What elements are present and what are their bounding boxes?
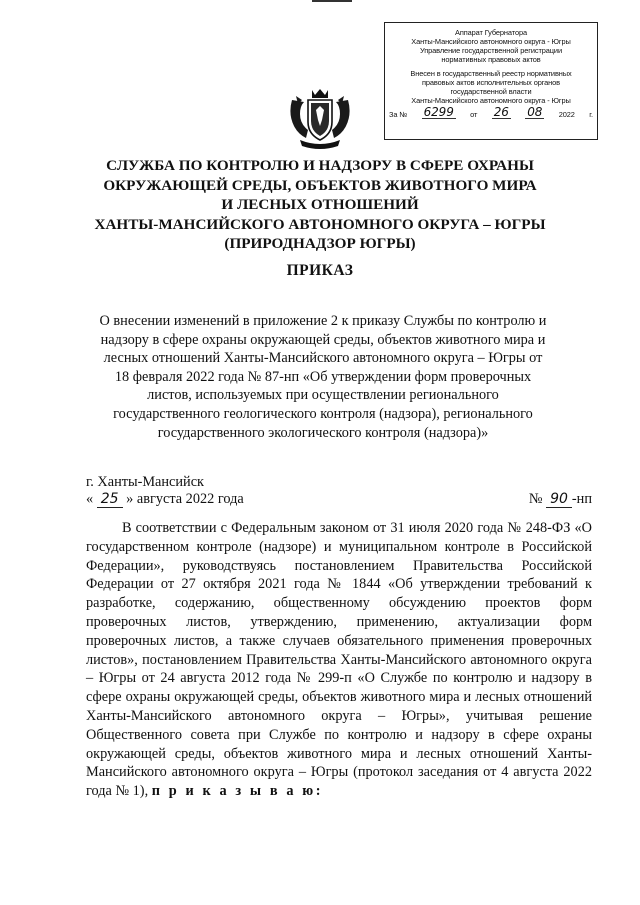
document-place: г. Ханты-Мансийск	[86, 474, 204, 490]
subject-line: надзору в сфере охраны окружающей среды, объектов животного мира и	[100, 331, 546, 348]
document-body	[86, 519, 592, 801]
org-line: (ПРИРОДНАДЗОР ЮГРЫ)	[224, 235, 416, 252]
registration-stamp	[384, 22, 598, 140]
subject-line: 18 февраля 2022 года № 87-нп «Об утверждении форм проверочных	[114, 368, 532, 385]
stamp-line: Аппарат Губернатора	[455, 28, 527, 37]
reg-day: 26	[493, 105, 509, 119]
subject-line: листов, используемых при осуществлении регионального	[147, 387, 499, 404]
scan-mark	[312, 0, 352, 2]
stamp-line: государственной власти	[450, 87, 532, 96]
date-rest: августа 2022 года	[136, 491, 244, 507]
date-close-quote: »	[126, 491, 134, 507]
org-line: ХАНТЫ-МАНСИЙСКОГО АВТОНОМНОГО ОКРУГА – ЮГРЫ	[94, 215, 546, 233]
subject-line: государственного экологического контроля (надзора)»	[157, 424, 489, 441]
body-text: В соответствии с Федеральным законом от 31 июля 2020 года № 248-ФЗ «О государственном контроле (надзоре) и муниципальном контроле в Российской Федерации», руководствуясь постановлением Правительства Российской Федерации от 27 октября 2021 года № 1844 «Об утверждении требований к разработке, содержанию, общественному обсуждению проектов форм проверочных листов, утверждению, применению, актуализации форм проверочных листов, а также случаев обязательного применения проверочных листов», постановлением Правительства Ханты-Мансийского автономного округа – Югры от 24 августа 2012 года № 299-п «О Службе по контролю и надзору в сфере охраны окружающей среды, объектов животного мира и лесных отношений Ханты-Мансийского автономного округа – Югры», учитывая решение Общественного совета при Службе по контролю и надзору в сфере охраны окружающей среды, объектов животного мира и лесных отношений Ханты-Мансийского автономного округа – Югры (протокол заседания от 4 августа 2022 года № 1),	[86, 520, 592, 800]
reg-year: 2022	[558, 110, 575, 119]
document-date	[86, 491, 244, 508]
org-line: СЛУЖБА ПО КОНТРОЛЮ И НАДЗОРУ В СФЕРЕ ОХРАНЫ	[106, 157, 534, 174]
subject-line: О внесении изменений в приложение 2 к приказу Службы по контролю и	[99, 313, 547, 329]
reg-prefix: За №	[389, 110, 408, 119]
subject-line: государственного геологического контроля (надзора), регионального	[113, 405, 533, 422]
stamp-line: Управление государственной регистрации	[420, 46, 562, 55]
document-number	[529, 491, 592, 508]
order-word: п р и к а з ы в а ю:	[151, 783, 324, 800]
date-number-line	[86, 491, 592, 508]
date-day: 25	[97, 491, 123, 508]
stamp-line: нормативных правовых актов	[441, 55, 541, 64]
organization-name	[60, 156, 580, 254]
org-line: И ЛЕСНЫХ ОТНОШЕНИЙ	[221, 196, 419, 213]
stamp-line: Ханты-Мансийского автономного округа - Югры	[411, 96, 571, 105]
document-type: ПРИКАЗ	[286, 262, 354, 279]
org-line: ОКРУЖАЮЩЕЙ СРЕДЫ, ОБЪЕКТОВ ЖИВОТНОГО МИРА	[103, 176, 537, 194]
reg-number: 6299	[423, 105, 454, 119]
reg-from: от	[470, 110, 478, 119]
stamp-line: Внесен в государственный реестр нормативных	[410, 69, 572, 78]
stamp-line: правовых актов исполнительных органов	[421, 78, 561, 87]
number-suffix: -нп	[571, 491, 592, 507]
stamp-line: Ханты-Мансийского автономного округа - Югры	[411, 37, 571, 46]
document-subject	[80, 312, 566, 442]
number-value: 90	[546, 491, 572, 508]
date-open-quote: «	[86, 491, 94, 507]
reg-month: 08	[527, 105, 543, 119]
reg-suffix: г.	[589, 110, 593, 119]
stamp-registration-line	[389, 106, 593, 119]
number-prefix: №	[528, 491, 543, 507]
coat-of-arms-icon	[286, 86, 354, 150]
subject-line: лесных отношений Ханты-Мансийского автономного округа – Югры от	[103, 350, 543, 367]
